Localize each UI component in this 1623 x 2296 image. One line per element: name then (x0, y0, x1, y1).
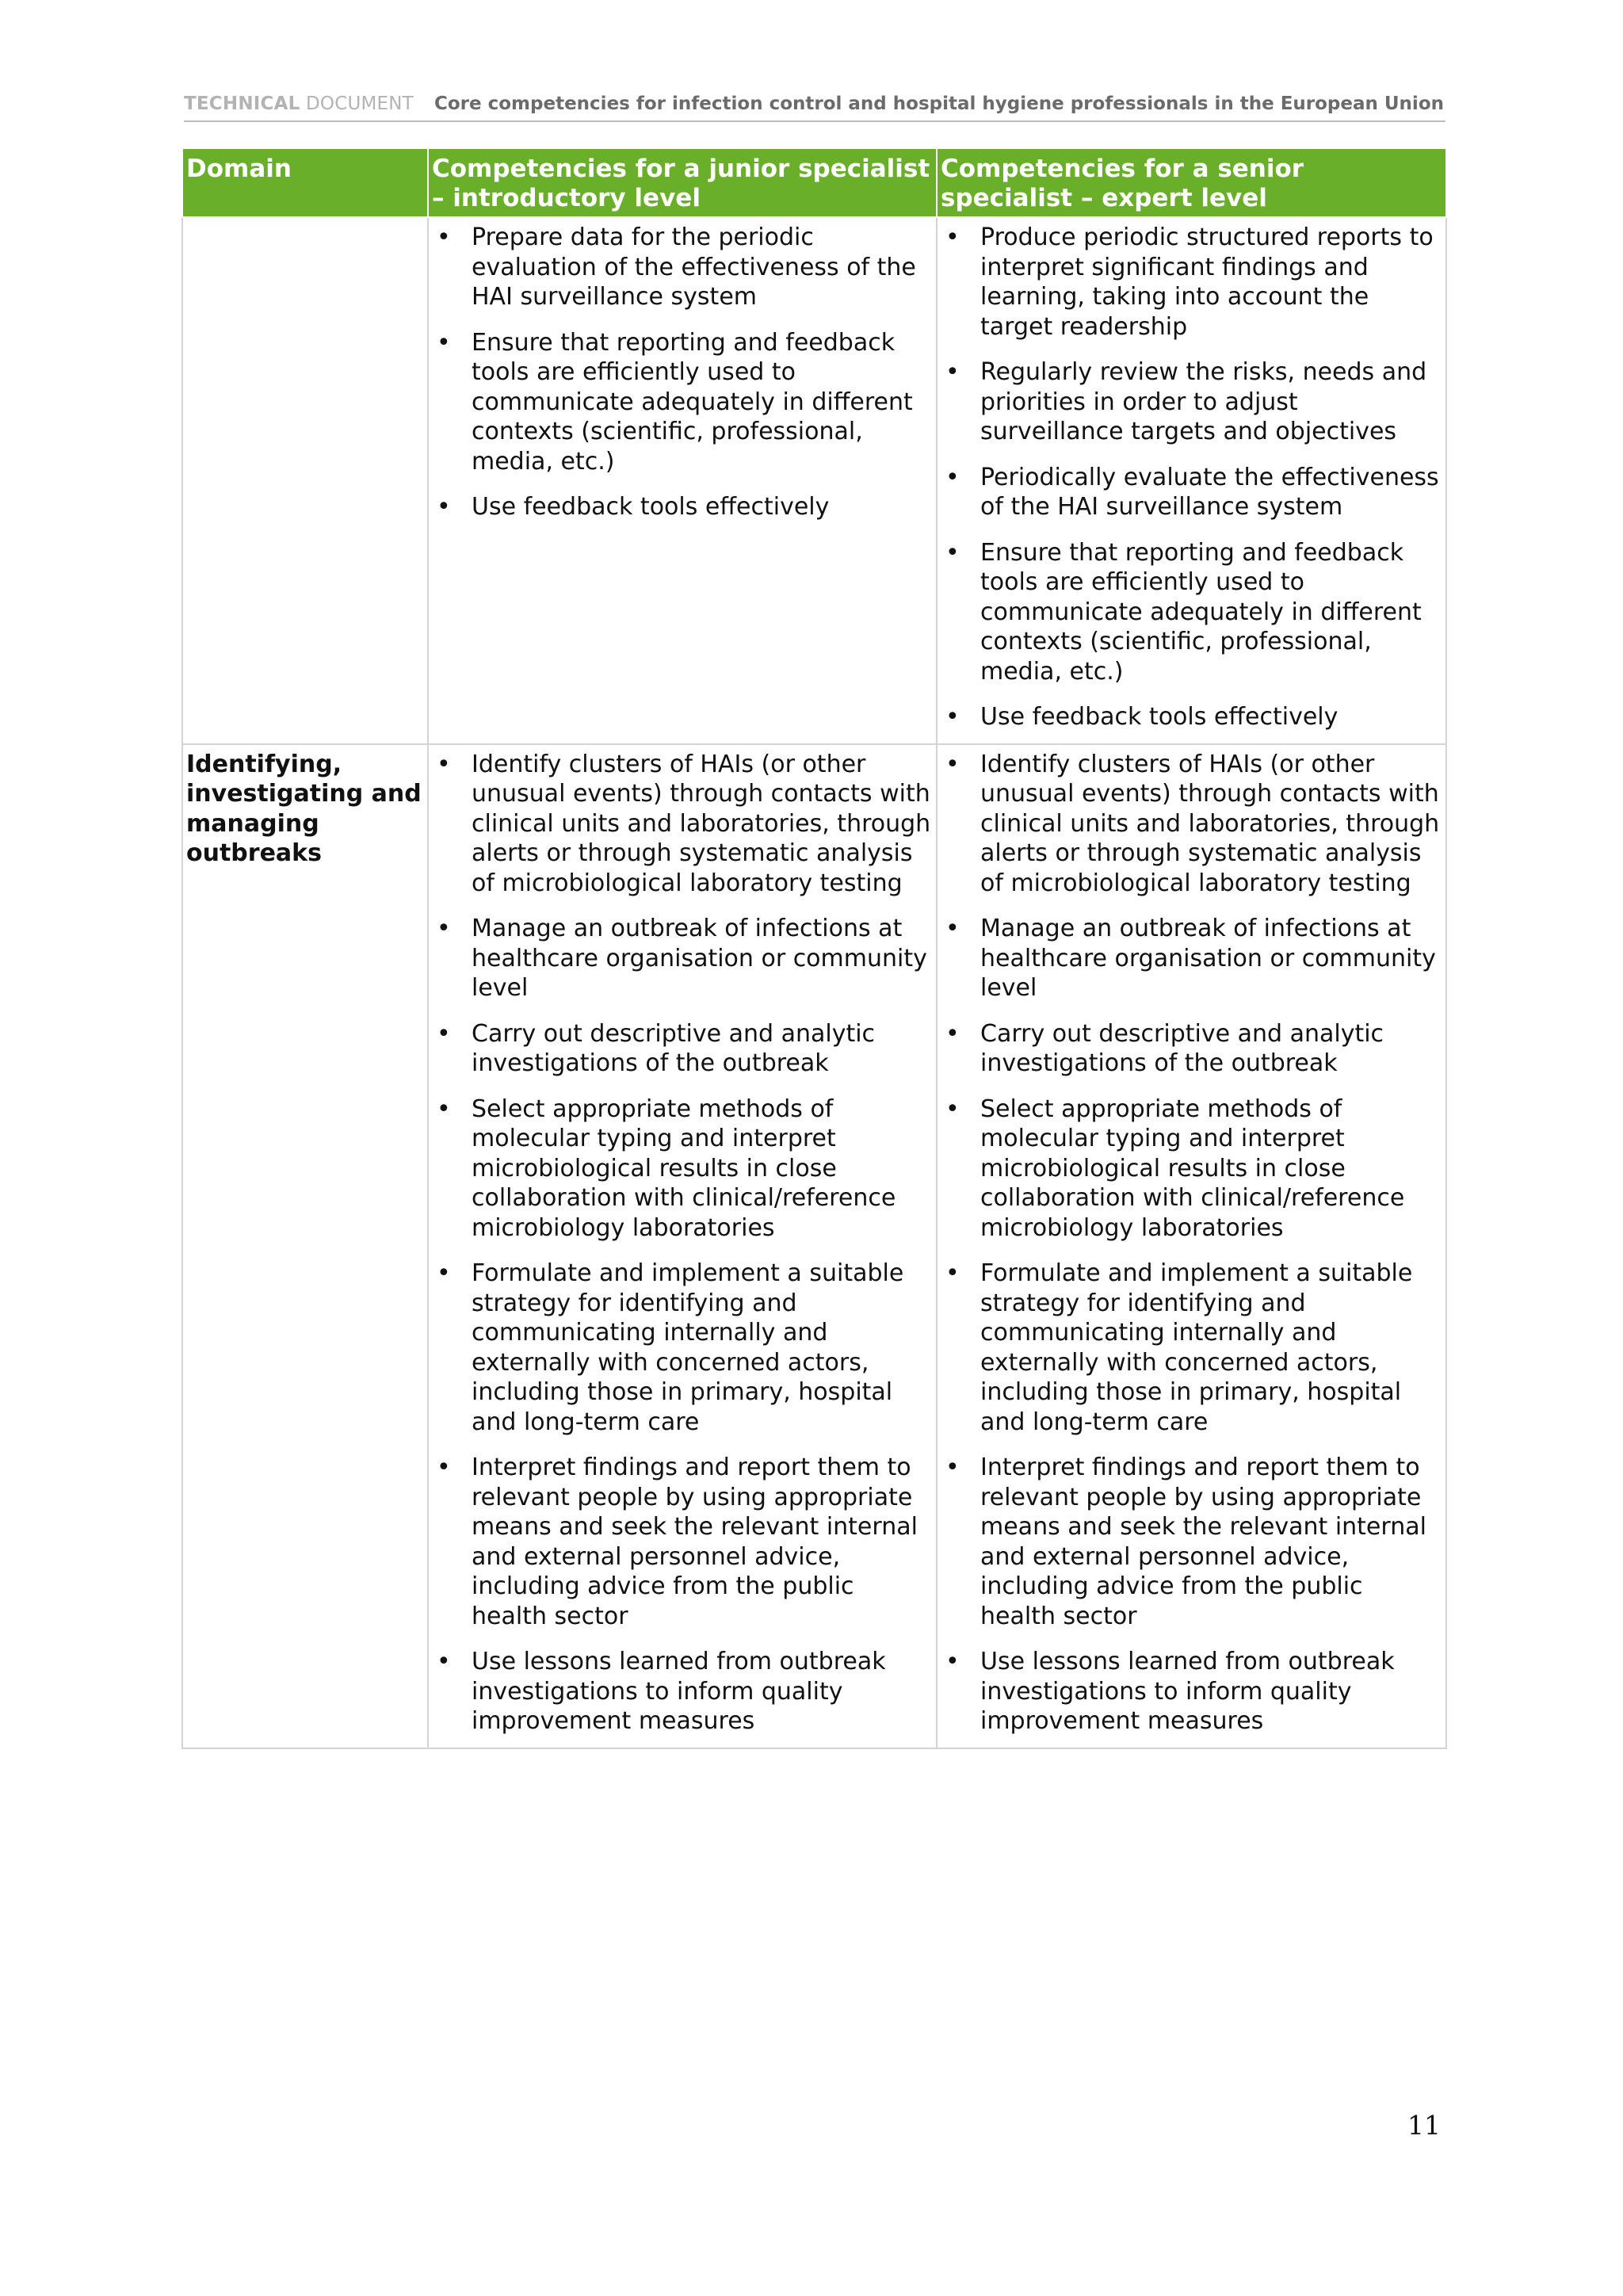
competencies-table (181, 149, 1447, 1749)
senior-competency-list (941, 750, 1442, 1736)
list-item (432, 492, 933, 522)
bullet-icon: • (945, 1095, 960, 1123)
bullet-icon: • (945, 703, 960, 731)
bullet-icon: • (437, 223, 451, 251)
list-item (941, 750, 1442, 899)
bullet-icon: • (437, 1648, 451, 1675)
bullet-icon: • (945, 358, 960, 386)
table-row (182, 744, 1446, 1748)
list-item (941, 1647, 1442, 1736)
competency-text: Use lessons learned from outbreak investigations to inform quality improvement measures (472, 1648, 886, 1735)
bullet-icon: • (437, 915, 451, 942)
competency-text: Formulate and implement a suitable strategy for identifying and communicating internally and externally with concerned actors, including those in primary, hospital and long-term care (472, 1259, 904, 1436)
list-item (432, 1647, 933, 1736)
list-item (432, 223, 933, 312)
bullet-icon: • (437, 1019, 451, 1048)
page-header (184, 89, 1445, 122)
senior-competencies-cell (937, 744, 1446, 1748)
column-header-junior: Competencies for a junior specialist – introductory level (428, 149, 937, 217)
list-item (432, 750, 933, 899)
document-type-label (184, 94, 414, 114)
competency-text: Interpret findings and report them to relevant people by using appropriate means and seek the relevant internal and external personnel advice, including advice from the public health sector (472, 1454, 918, 1630)
competency-text: Carry out descriptive and analytic investigations of the outbreak (980, 1019, 1384, 1077)
document-type-light: DOCUMENT (300, 94, 414, 114)
list-item (432, 328, 933, 477)
competency-text: Regularly review the risks, needs and priorities in order to adjust surveillance targets and objectives (980, 358, 1427, 445)
list-item (432, 914, 933, 1003)
column-header-domain: Domain (182, 149, 428, 217)
column-header-senior: Competencies for a senior specialist – expert level (937, 149, 1446, 217)
document-type-bold: TECHNICAL (184, 94, 300, 114)
page-number: 11 (1407, 2110, 1441, 2141)
competency-text: Periodically evaluate the effectiveness of the HAI surveillance system (980, 463, 1439, 521)
list-item (941, 1019, 1442, 1079)
list-item (941, 1095, 1442, 1244)
competency-text: Interpret findings and report them to relevant people by using appropriate means and seek the relevant internal and external personnel advice, including advice from the public health sector (980, 1454, 1426, 1630)
list-item (941, 538, 1442, 687)
bullet-icon: • (437, 1095, 451, 1123)
bullet-icon: • (945, 463, 960, 491)
table-header (182, 149, 1446, 217)
competency-text: Select appropriate methods of molecular typing and interpret microbiological results in close collaboration with clinical/reference microbiology laboratories (472, 1095, 896, 1242)
bullet-icon: • (437, 1259, 451, 1287)
bullet-icon: • (437, 1454, 451, 1481)
junior-competencies-cell (428, 217, 937, 744)
bullet-icon: • (945, 1259, 960, 1287)
bullet-icon: • (945, 538, 960, 567)
document-title: Core competencies for infection control and hospital hygiene professionals in the European Union (433, 94, 1444, 114)
domain-cell: Identifying, investigating and managing outbreaks (182, 744, 428, 1748)
junior-competencies-cell (428, 744, 937, 1748)
list-item (941, 223, 1442, 342)
competency-text: Carry out descriptive and analytic investigations of the outbreak (472, 1019, 876, 1077)
competency-text: Identify clusters of HAIs (or other unusual events) through contacts with clinical units and laboratories, through alerts or through systematic analysis of microbiological laboratory testing (980, 750, 1440, 897)
bullet-icon: • (945, 1454, 960, 1481)
competency-text: Formulate and implement a suitable strategy for identifying and communicating internally and externally with concerned actors, including those in primary, hospital and long-term care (980, 1259, 1413, 1436)
list-item (432, 1259, 933, 1437)
bullet-icon: • (945, 1019, 960, 1048)
bullet-icon: • (945, 223, 960, 251)
list-item (941, 1259, 1442, 1437)
list-item (941, 357, 1442, 447)
competency-text: Ensure that reporting and feedback tools are efficiently used to communicate adequately in different contexts (scientific, professional, media, etc.) (980, 538, 1422, 686)
bullet-icon: • (437, 750, 451, 778)
table-body (182, 217, 1446, 1748)
list-item (432, 1095, 933, 1244)
competency-text: Use feedback tools effectively (980, 703, 1338, 731)
list-item (432, 1453, 933, 1631)
bullet-icon: • (437, 493, 451, 521)
competency-text: Use lessons learned from outbreak investigations to inform quality improvement measures (980, 1648, 1395, 1735)
table-header-row (182, 149, 1446, 217)
junior-competency-list (432, 223, 933, 522)
competency-text: Select appropriate methods of molecular typing and interpret microbiological results in close collaboration with clinical/reference microbiology laboratories (980, 1095, 1405, 1242)
table-row (182, 217, 1446, 744)
bullet-icon: • (437, 328, 451, 357)
bullet-icon: • (945, 915, 960, 942)
junior-competency-list (432, 750, 933, 1736)
bullet-icon: • (945, 750, 960, 778)
competency-text: Manage an outbreak of infections at healthcare organisation or community level (472, 915, 927, 1002)
senior-competency-list (941, 223, 1442, 732)
competency-text: Ensure that reporting and feedback tools are efficiently used to communicate adequately in different contexts (scientific, professional, media, etc.) (472, 328, 913, 476)
list-item (432, 1019, 933, 1079)
list-item (941, 1453, 1442, 1631)
domain-cell (182, 217, 428, 744)
senior-competencies-cell (937, 217, 1446, 744)
bullet-icon: • (945, 1648, 960, 1675)
list-item (941, 463, 1442, 522)
competency-text: Identify clusters of HAIs (or other unusual events) through contacts with clinical units and laboratories, through alerts or through systematic analysis of microbiological laboratory testing (472, 750, 931, 897)
competency-text: Prepare data for the periodic evaluation of the effectiveness of the HAI surveillance system (472, 223, 916, 311)
list-item (941, 914, 1442, 1003)
competency-text: Manage an outbreak of infections at healthcare organisation or community level (980, 915, 1436, 1002)
competency-text: Produce periodic structured reports to interpret significant findings and learning, taking into account the target readership (980, 223, 1434, 341)
list-item (941, 702, 1442, 732)
competency-text: Use feedback tools effectively (472, 493, 830, 521)
